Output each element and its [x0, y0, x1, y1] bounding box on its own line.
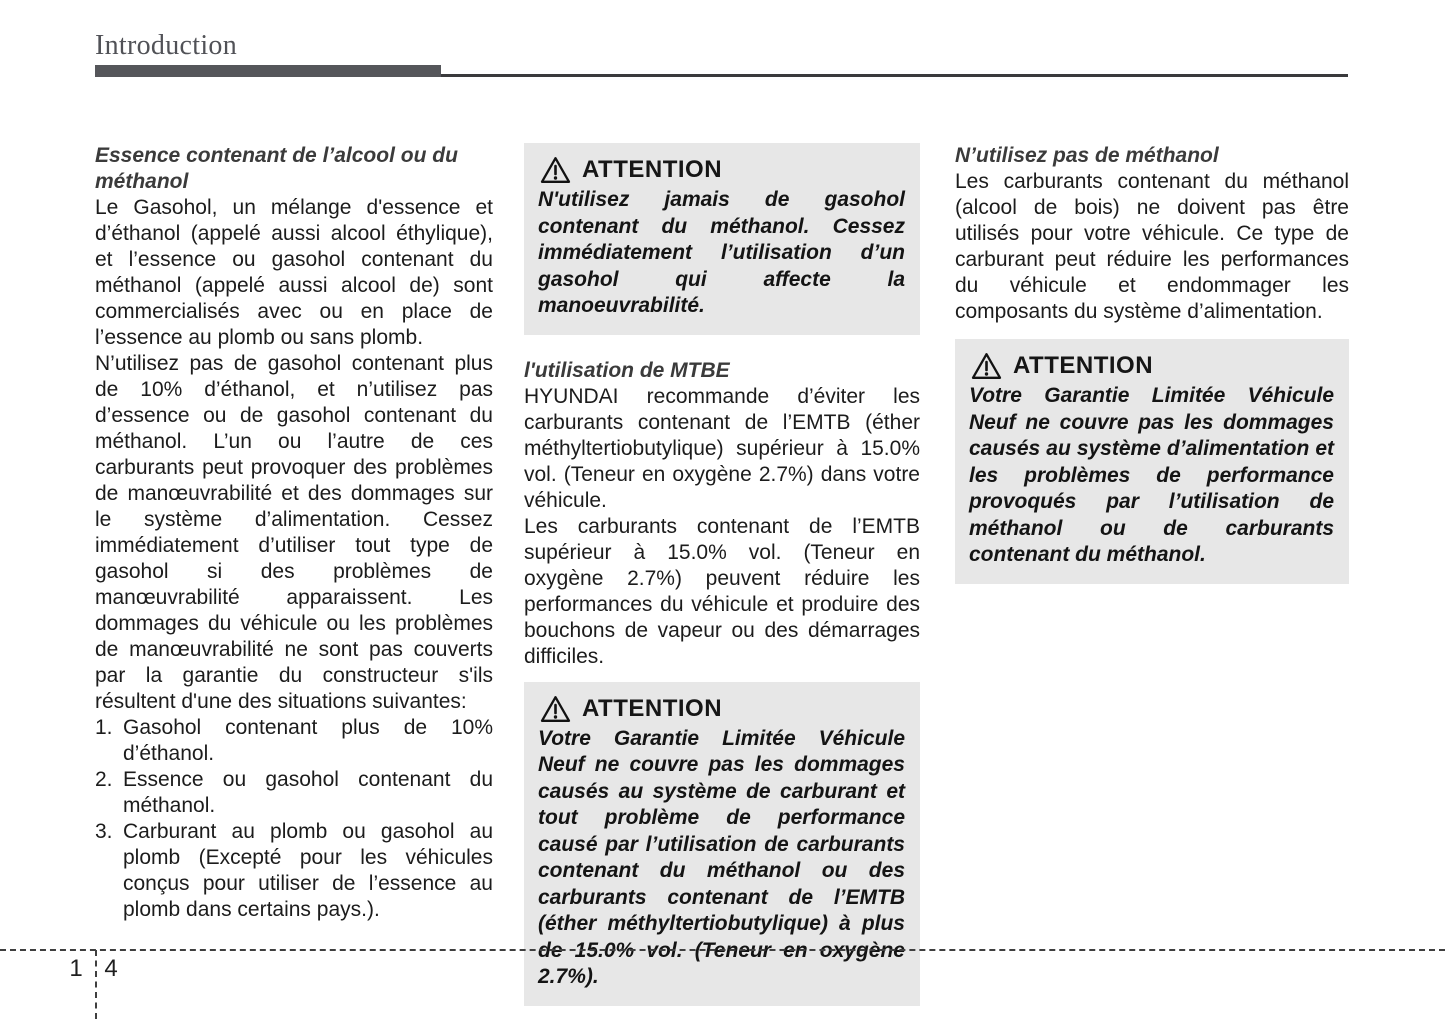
- column-left: [95, 143, 493, 923]
- page-title: Introduction: [95, 30, 238, 61]
- attention-header: [538, 695, 905, 723]
- numbered-list: [95, 715, 493, 923]
- list-item-number: 2.: [95, 768, 113, 791]
- attention-box-warranty-fuel: [524, 682, 920, 1006]
- section-heading-mtbe: l'utilisation de MTBE: [524, 358, 730, 382]
- list-item-number: 1.: [95, 716, 113, 739]
- list-item: [95, 767, 493, 819]
- attention-body: Votre Garantie Limitée Véhicule Neuf ne couvre pas les dommages causés au système d’alimentation et les problèmes de performance provoqués par l’utilisation de méthanol ou de carburants contenant du méthanol.: [969, 384, 1334, 566]
- warning-triangle-icon: [540, 695, 571, 723]
- attention-box-gasohol: [524, 143, 920, 335]
- list-item: [95, 715, 493, 767]
- list-item: [95, 819, 493, 923]
- attention-title: ATTENTION: [582, 156, 723, 183]
- attention-header: [538, 156, 905, 184]
- attention-title: ATTENTION: [1013, 352, 1154, 379]
- footer-dashed-rule: [0, 949, 1445, 951]
- paragraph: HYUNDAI recommande d’éviter les carburants contenant de l’EMTB (éther méthyltertiobutylique) supérieur à 15.0% vol. (Teneur en oxygène 2.7%) dans votre véhicule.: [524, 384, 920, 512]
- paragraph: Les carburants contenant du méthanol (alcool de bois) ne doivent pas être utilisés pour votre véhicule. Ce type de carburant peut réduire les performances du véhicule et endommager les composants du système d’alimentation.: [955, 170, 1349, 323]
- warning-triangle-icon: [540, 156, 571, 184]
- paragraph: Le Gasohol, un mélange d'essence et d’éthanol (appelé aussi alcool éthylique), et l’essence ou gasohol contenant du méthanol (appelé aussi alcool de) sont commercialisés avec ou en place de l’essence au plomb ou sans plomb.: [95, 196, 493, 349]
- section-heading-methanol: N’utilisez pas de méthanol: [955, 144, 1219, 167]
- list-item-text: Essence ou gasohol contenant du méthanol.: [123, 768, 493, 817]
- column-right: [955, 143, 1349, 584]
- footer-page-number: 4: [104, 955, 118, 982]
- column-middle: [524, 143, 920, 1006]
- list-item-text: Carburant au plomb ou gasohol au plomb (Excepté pour les véhicules conçus pour utiliser de l’essence au plomb dans certains pays.).: [123, 820, 493, 921]
- footer-chapter-number: 1: [69, 955, 83, 982]
- list-item-text: Gasohol contenant plus de 10% d’éthanol.: [123, 716, 493, 765]
- warning-triangle-icon: [971, 352, 1002, 380]
- footer-dashed-divider: [95, 950, 97, 1019]
- header-bar: [95, 65, 441, 77]
- list-item-number: 3.: [95, 820, 113, 843]
- paragraph: Les carburants contenant de l’EMTB supérieur à 15.0% vol. (Teneur en oxygène 2.7%) peuvent réduire les performances du véhicule et produire des bouchons de vapeur ou des démarrages difficiles.: [524, 514, 920, 668]
- attention-box-warranty-methanol: [955, 339, 1349, 584]
- attention-body: N'utilisez jamais de gasohol contenant du méthanol. Cessez immédiatement l’utilisation d’un gasohol qui affecte la manoeuvrabilité.: [538, 188, 905, 317]
- paragraph: N’utilisez pas de gasohol contenant plus de 10% d’éthanol, et n’utilisez pas d’essence ou de gasohol contenant du méthanol. L’un ou l’autre de ces carburants peut provoquer des problèmes de manœuvrabilité et des dommages sur le système d’alimentation. Cessez immédiatement d’utiliser tout type de gasohol si des problèmes de manœuvrabilité apparaissent. Les dommages du véhicule ou les problèmes de manœuvrabilité ne sont pas couverts par la garantie du constructeur s'ils résultent d'une des situations suivantes:: [95, 352, 493, 713]
- section-heading-gasohol: Essence contenant de l’alcool ou du méthanol: [95, 144, 458, 193]
- attention-body: Votre Garantie Limitée Véhicule Neuf ne couvre pas les dommages causés au système de carburant et tout problème de performance causé par l’utilisation de carburants contenant du méthanol ou des carburants contenant de l’EMTB (éther méthyltertiobutylique) à plus de 15.0% vol. (Teneur en oxygène 2.7%).: [538, 726, 905, 988]
- attention-header: [969, 352, 1334, 380]
- attention-title: ATTENTION: [582, 694, 723, 722]
